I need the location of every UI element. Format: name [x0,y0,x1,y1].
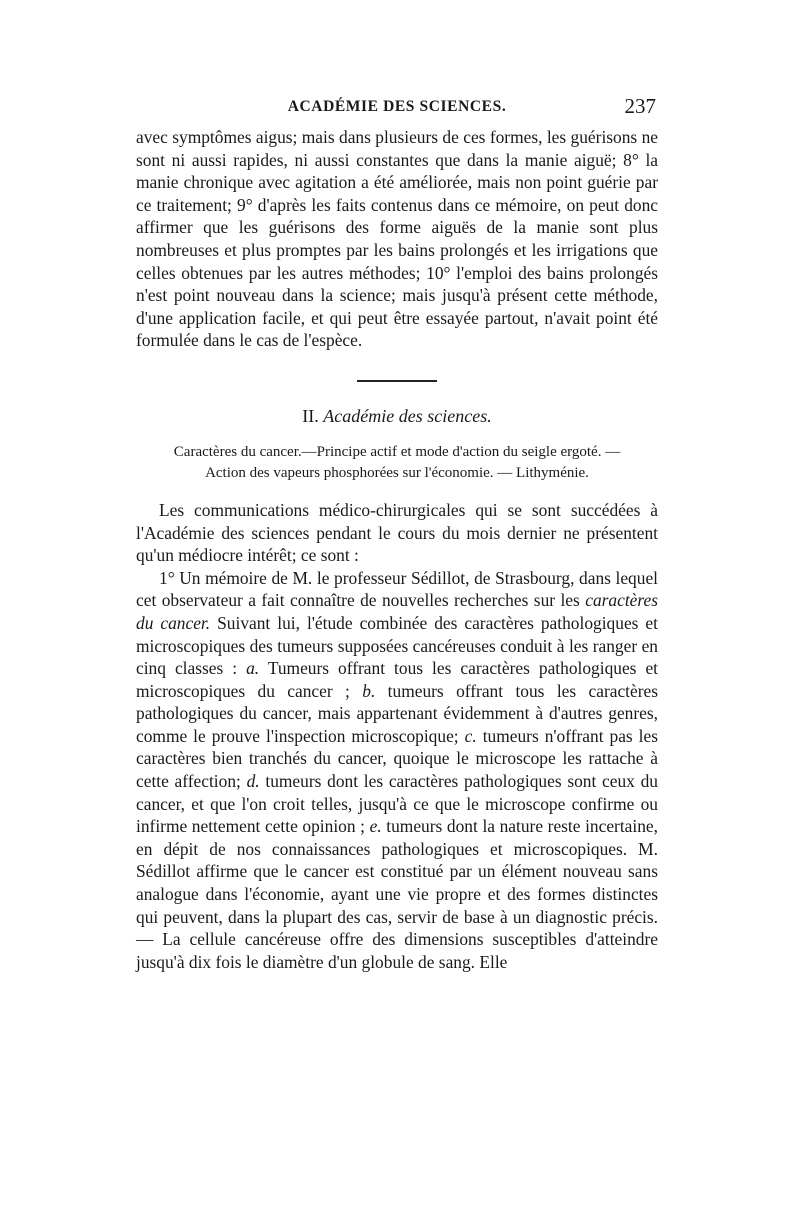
item-text-1: 1° Un mémoire de M. le professeur Sédillot, de Strasbourg, dans lequel cet observateur a fait connaître de nouvelles recherches sur les [136,567,658,611]
intro-paragraph: Les communications médico-chirurgicales qui se sont succédées à l'Académie des sciences pendant le cours du mois dernier ne présentent qu'un médiocre intérêt; ce sont : [136,499,658,566]
item-text-6: tumeurs dont les caractères pathologiques sont ceux du cancer, et que l'on croit telles, jusqu'à ce que le microscope confirme ou infirme nettement cette opinion ; [136,771,658,837]
class-label-b: b. [362,680,376,701]
item-text-3: Tumeurs offrant tous les caractères pathologiques et microscopiques du cancer ; [136,658,659,701]
italic-cancer-characters: caractères du cancer. [136,590,658,633]
section-divider-rule [357,380,437,382]
section-title: Académie des sciences. [323,405,492,426]
summary-line-1: Caractères du cancer.—Principe actif et mode d'action du seigle ergoté. — [173,443,621,460]
running-title: ACADÉMIE DES SCIENCES. [287,98,507,115]
section-summary [136,442,658,484]
item-paragraph [136,567,658,974]
section-number: II. [302,405,319,426]
class-label-e: e. [369,816,382,837]
item-text-7: tumeurs dont la nature reste incertaine, en dépit de nos connaissances pathologiques et microscopiques. M. Sédillot affirme que le cancer est constitué par un élément nouveau sans analogue dans l'économie, ayant une vie propre et des formes distinctes qui peuvent, dans la plupart des cas, servir de base à un diagnostic précis. — La cellule cancéreuse offre des dimensions susceptibles d'atteindre jusqu'à dix fois le diamètre d'un globule de sang. Elle [136,816,658,972]
continued-paragraph: avec symptômes aigus; mais dans plusieurs de ces formes, les guérisons ne sont ni aussi rapides, ni aussi constantes que dans la manie aiguë; 8° la manie chronique avec agitation a été améliorée, mais non point guérie par ce traitement; 9° d'après les faits contenus dans ce mémoire, on peut donc affirmer que les guérisons des forme aiguës de la manie sont plus nombreuses et plus promptes par les bains prolongés et les irrigations que celles obtenues par les autres méthodes; 10° l'emploi des bains prolongés n'est point nouveau dans la science; mais jusqu'à présent cette méthode, d'une application facile, et qui peut être essayée partout, n'avait point été formulée dans le cas de l'espèce. [136,127,658,351]
section-heading [136,406,658,432]
summary-line-2: Action des vapeurs phosphorées sur l'économie. — Lithyménie. [205,464,589,481]
book-page [136,92,658,973]
class-label-a: a. [246,658,260,679]
class-label-d: d. [246,771,260,792]
running-head [136,92,658,126]
item-text-2: Suivant lui, l'étude combinée des caractères pathologiques et microscopiques des tumeurs supposées cancéreuses conduit à les ranger en cinq classes : [136,612,658,679]
item-text-5: tumeurs n'offrant pas les caractères bien tranchés du cancer, quoique le microscope les rattache à cette affection; [136,725,658,792]
item-text-4: tumeurs offrant tous les caractères pathologiques du cancer, mais appartenant évidemment à d'autres genres, comme le prouve l'inspection microscopique; [136,680,659,746]
page-number: 237 [624,94,656,118]
class-label-c: c. [464,725,477,746]
